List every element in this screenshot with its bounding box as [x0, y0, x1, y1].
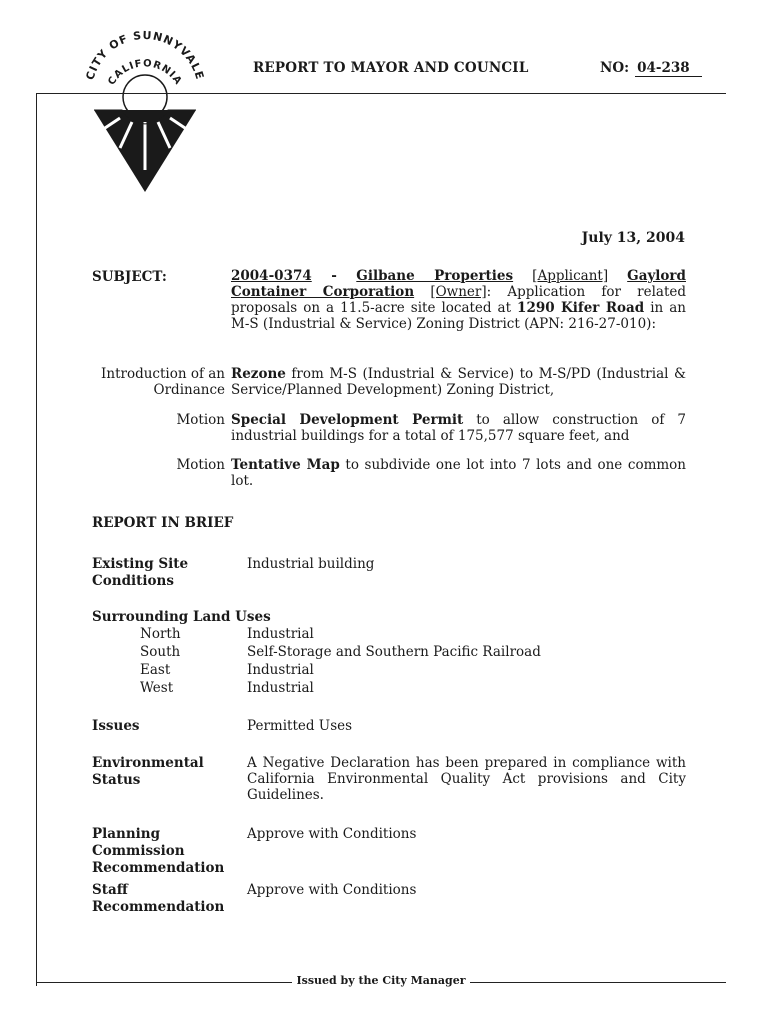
svg-text:CITY OF SUNNYVALE: [83, 30, 206, 82]
action-text: to subdivide one lot into 7 lots and one common lot.: [231, 457, 686, 489]
footer: [36, 974, 726, 990]
existing-site-label: Existing Site Conditions: [92, 556, 189, 589]
footer-text: Issued by the City Manager: [292, 974, 469, 987]
issues-label: Issues: [92, 718, 140, 734]
land-use-value: Self-Storage and Southern Pacific Railroad: [247, 644, 541, 660]
subject-text-a: : Application for related proposals on a 11.5-acre site located at: [231, 284, 686, 316]
issues-value: Permitted Uses: [247, 718, 353, 734]
report-number: [600, 60, 702, 77]
land-uses-label: Surrounding Land Uses: [92, 609, 271, 625]
owner-name: Gaylord Container Corporation: [231, 268, 686, 300]
seal-inner-text: CALIFORNIA: [106, 58, 184, 88]
action-label-motion: Motion: [176, 412, 225, 428]
case-separator: -: [311, 268, 357, 284]
action-special-permit: [231, 412, 686, 444]
land-use-value: Industrial: [247, 680, 314, 696]
case-number: 2004-0374: [231, 268, 312, 284]
action-rezone: [231, 366, 686, 398]
subject-text: [231, 268, 686, 332]
land-use-value: Industrial: [247, 626, 314, 642]
land-use-direction: South: [140, 644, 181, 660]
left-margin-rule: [36, 93, 37, 986]
report-title: REPORT TO MAYOR AND COUNCIL: [253, 60, 529, 76]
applicant-role: [Applicant]: [532, 268, 609, 284]
report-number-value: 04-238: [635, 60, 702, 77]
action-label-intro: Introduction of an Ordinance: [101, 366, 225, 398]
report-in-brief-heading: REPORT IN BRIEF: [92, 515, 234, 531]
environmental-status-label: Environmental Status: [92, 755, 204, 788]
existing-site-value: Industrial building: [247, 556, 375, 572]
staff-recommendation-value: Approve with Conditions: [247, 882, 417, 898]
site-address: 1290 Kifer Road: [517, 300, 645, 316]
seal-outer-text: CITY OF SUNNYVALE: [83, 30, 207, 82]
land-use-direction: West: [140, 680, 174, 696]
action-title: Tentative Map: [231, 457, 340, 473]
action-tentative-map: [231, 457, 686, 489]
action-title: Special Development Permit: [231, 412, 464, 428]
report-number-label: NO:: [600, 60, 630, 76]
land-use-value: Industrial: [247, 662, 314, 678]
action-text: to allow construction of 7 industrial buildings for a total of 175,577 square feet, and: [231, 412, 686, 444]
land-use-direction: East: [140, 662, 171, 678]
subject-text-b: in an M-S (Industrial & Service) Zoning District (APN: 216-27-010):: [231, 300, 686, 332]
environmental-status-value: A Negative Declaration has been prepared in compliance with California Environmental Quality Act provisions and City Guidelines.: [247, 755, 686, 803]
staff-recommendation-label: Staff Recommendation: [92, 882, 225, 915]
planning-commission-label: Planning Commission Recommendation: [92, 826, 225, 876]
owner-role: [Owner]: [430, 284, 487, 300]
land-use-direction: North: [140, 626, 181, 642]
subject-label: SUBJECT:: [92, 269, 167, 285]
applicant-name: Gilbane Properties: [356, 268, 514, 284]
svg-text:CALIFORNIA: [106, 58, 183, 87]
city-seal: [80, 30, 210, 195]
action-title: Rezone: [231, 366, 286, 382]
report-date: July 13, 2004: [581, 230, 685, 246]
action-text: from M-S (Industrial & Service) to M-S/PD (Industrial & Service/Planned Development) Zoning District,: [231, 366, 686, 398]
header-rule: [36, 93, 726, 94]
action-label-motion: Motion: [176, 457, 225, 473]
planning-commission-value: Approve with Conditions: [247, 826, 417, 842]
